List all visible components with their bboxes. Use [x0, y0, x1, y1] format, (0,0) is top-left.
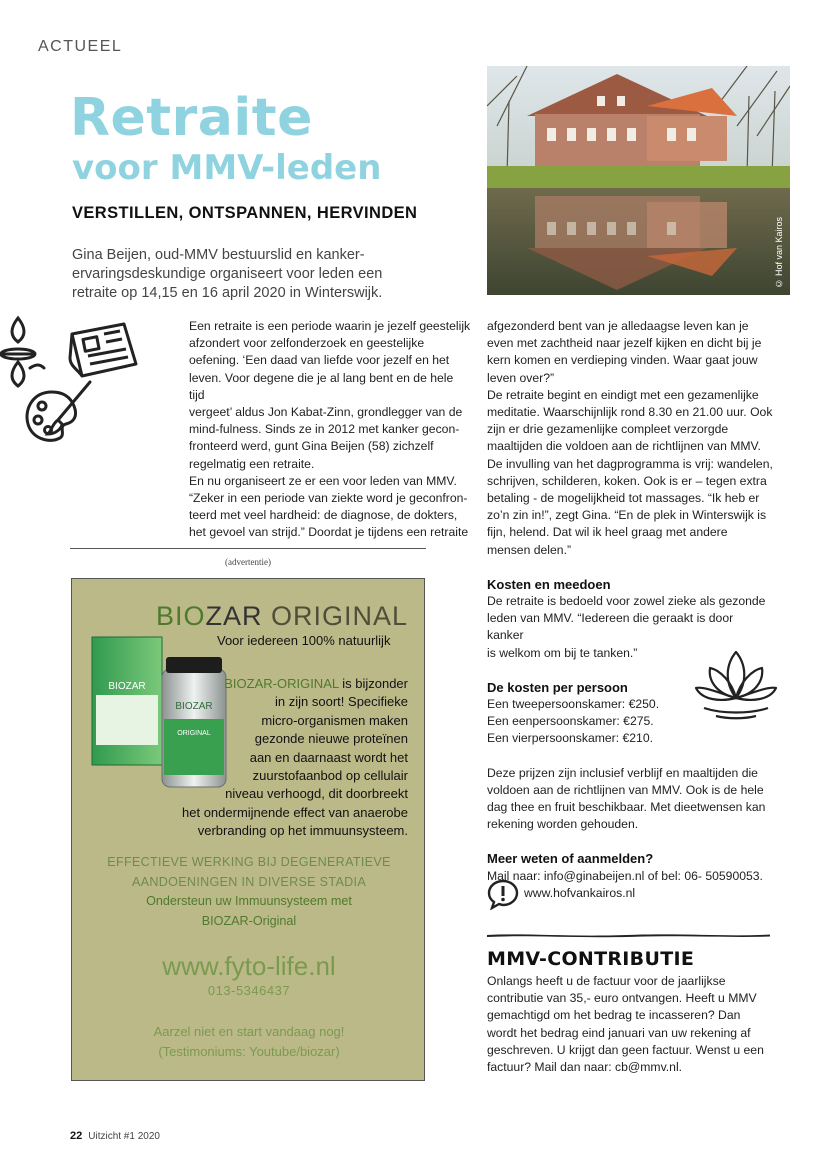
ad-phone-number: 013-5346437: [207, 983, 291, 998]
ad-call-to-action: Aarzel niet en start vandaag nog! (Testimoniums: Youtube/biozar): [153, 1024, 345, 1059]
brush-divider: [487, 932, 770, 938]
column-divider: [70, 548, 426, 549]
bottle-sublabel: ORIGINAL: [177, 730, 211, 737]
house-photo: [487, 66, 790, 295]
photo-credit: © Hof van Kairos: [774, 217, 784, 289]
page-number: 22: [70, 1130, 83, 1142]
meer-heading: Meer weten of aanmelden?: [487, 851, 654, 867]
website-link[interactable]: www.hofvankairos.nl: [524, 886, 636, 900]
ad-support-line: Ondersteun uw Immuunsysteem met BIOZAR-Original: [146, 894, 352, 928]
contributie-heading: MMV-CONTRIBUTIE: [487, 948, 695, 970]
contact-line: Mail naar: info@ginabeijen.nl of bel: 06- 50590053.: [487, 868, 763, 883]
article-subheading: VERSTILLEN, ONTSPANNEN, HERVINDEN: [72, 204, 418, 222]
advertisement-note: (advertentie): [225, 557, 271, 567]
ad-tagline: Voor iedereen 100% natuurlijk: [217, 633, 391, 648]
ad-brand-title: BIOZAR ORIGINAL: [156, 601, 409, 631]
prijzen-heading: De kosten per persoon: [487, 679, 628, 695]
ad-website-link[interactable]: www.fyto-life.nl: [162, 951, 336, 981]
lotus-icon: [692, 648, 780, 720]
magazine-issue: Uitzicht #1 2020: [88, 1131, 160, 1142]
intro-paragraph: Gina Beijen, oud-MMV bestuurslid en kanker- ervaringsdeskundige organiseert voor leden een retraite op 14,15 en 16 april 2020 in Winterswijk.: [72, 247, 383, 301]
exclamation-speech-icon: [487, 878, 519, 910]
kosten-heading: Kosten en meedoen: [487, 576, 611, 592]
article-column-1: Een retraite is een periode waarin je jezelf geestelijk afzondert voor zelfonderzoek en geestelijke oefening. ‘Een daad van liefde voor jezelf en het leven. Voor degene die je al lang bent en de hele tijd vergeet’ aldus Jon Kabat-Zinn, grondlegger van de mind-fulness. Sinds ze in 2012 met kanker gecon- fronteerd werd, gunt Gina Beijen (58) zichzelf regelmatig een retraite. En nu organiseert ze er een voor leden van MMV. “Zeker in een periode van ziekte word je geconfron- teerd met veel hardheid: de diagnose, de dokters, het gevoel van strijd.” Doordat je tijdens een retraite: [189, 319, 471, 540]
ad-claim: EFFECTIEVE WERKING BIJ DEGENERATIEVE AANDOENINGEN IN DIVERSE STADIA: [107, 855, 391, 889]
page-title: Retraite: [70, 88, 313, 148]
contributie-body: Onlangs heeft u de factuur voor de jaarlijkse contributie van 35,- euro ontvangen. Heeft u MMV gemachtigd om het bedrag te incasseren? Dan wordt het bedrag eind januari van uw rekening af geschreven. U krijgt dan geen factuur. Wenst u een factuur? Mail dan naar: cb@mmv.nl.: [487, 974, 764, 1075]
biozar-advertisement: [71, 578, 425, 1081]
page-subtitle: voor MMV-leden: [72, 148, 382, 188]
article-column-2: afgezonderd bent van je alledaagse leven kan je even met zachtheid naar jezelf kijken en dicht bij je kern komen en verdieping vinden. Waar gaat jouw leven over?” De retraite begint en eindigt met een gezamenlijke meditatie. Waarschijnlijk rond 8.30 en 21.00 uur. Ook zijn er drie gezamenlijke compleet verzorgde maaltijden die voldoen aan de richtlijnen van MMV. De invulling van het dagprogramma is vrij: wandelen, schrijven, schilderen, koken. Ook is er – tegen extra betaling - de mogelijkheid tot massages. “Ik heb er zo’n zin in!”, zegt Gina. “En de plek in Winterswijk is fijn, helend. Dat wil ik heel graag met andere mensen delen.” Kosten en meedoen De retraite is bedoeld voor zowel zieke als gezonde leden van MMV. “Iedereen die geraakt is door kanker is welkom om bij te tanken.” De kosten per persoon Een tweepersoonskamer: €250. Een eenpersoonskamer: €275. Een vierpersoonskamer: €210. Deze prijzen zijn inclusief verblijf en maaltijden die voldoen aan de richtlijnen van MMV. Ook is de hele dag thee en fruit beschikbaar. Met dieetwensen kan rekening worden gehouden. Meer weten of aanmelden? Mail naar: info@ginabeijen.nl of bel: 06- 50590053.: [487, 318, 773, 885]
newspaper-icon: [68, 320, 140, 380]
palette-icon: [22, 380, 94, 448]
ad-body-text: BIOZAR-ORIGINAL is bijzonder in zijn soort! Specifieke micro-organismen maken gezonde nieuwe proteïnen aan en daarnaast wordt het zuurstofaanbod op cellulair niveau verhoogd, dit doorbreekt het ondermijnende effect van anaerobe verbranding op het immuunsysteem.: [182, 676, 408, 839]
bottle-label: BIOZAR: [175, 701, 213, 712]
section-label: ACTUEEL: [38, 38, 123, 55]
box-label: BIOZAR: [108, 681, 146, 692]
page-footer: [70, 1130, 160, 1142]
